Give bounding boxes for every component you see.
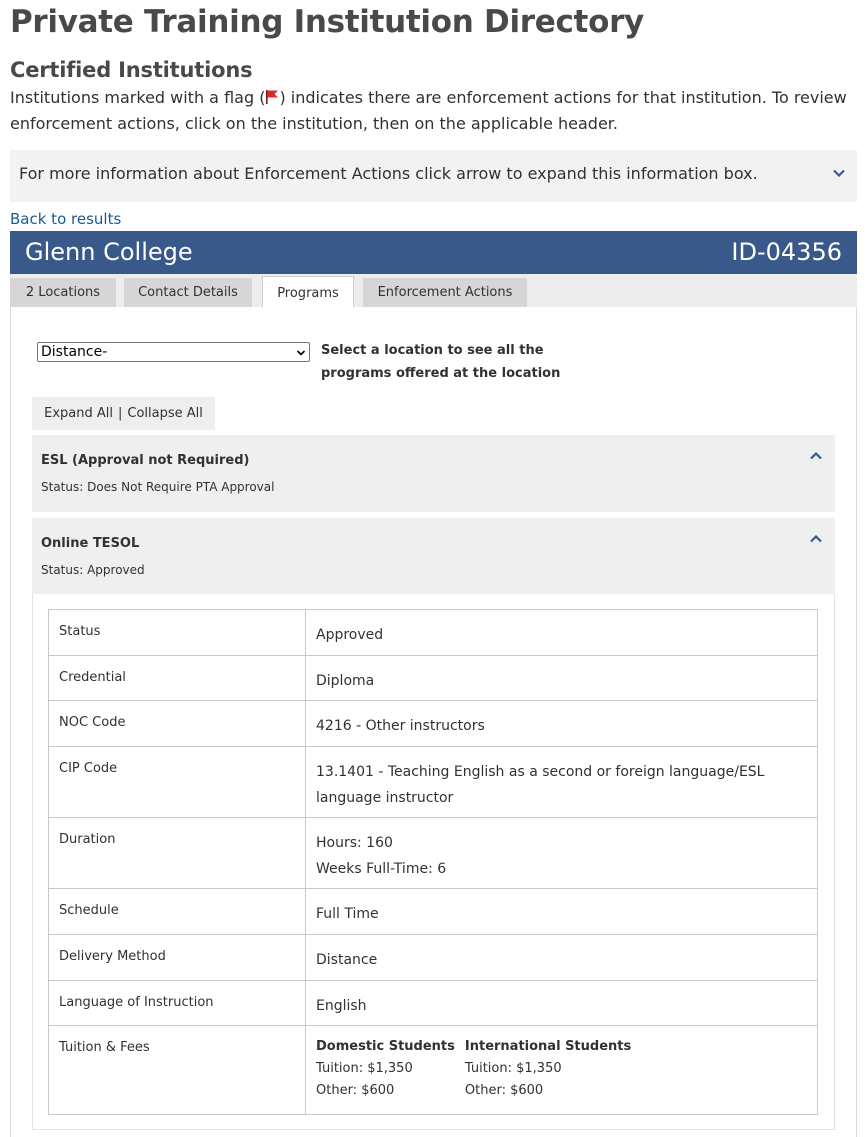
table-row [49, 935, 818, 981]
tab-programs[interactable]: Programs [262, 276, 354, 309]
tuition-fees [316, 1036, 807, 1102]
table-row [49, 981, 818, 1026]
location-select[interactable] [37, 342, 310, 362]
detail-label: CIP Code [49, 747, 306, 818]
table-row [49, 610, 818, 656]
chevron-up-icon[interactable] [809, 449, 823, 463]
international-fees [465, 1036, 631, 1102]
table-row [49, 747, 818, 818]
chevron-up-icon[interactable] [809, 532, 823, 546]
domestic-fees [316, 1036, 455, 1102]
tab-locations[interactable]: 2 Locations [10, 278, 116, 307]
table-row [49, 818, 818, 889]
intro-text-after: ) indicates there are enforcement actions for that institution. To review enforcement actions, click on the institution, then on the applicable header. [10, 88, 847, 133]
location-select-hint: Select a location to see all the programs offered at the location [321, 343, 561, 381]
domestic-other: Other: $600 [316, 1083, 395, 1098]
domestic-heading: Domestic Students [316, 1039, 455, 1054]
page-title: Private Training Institution Directory [10, 4, 644, 40]
detail-label: NOC Code [49, 701, 306, 747]
international-tuition: Tuition: $1,350 [464, 1061, 562, 1076]
chevron-down-icon[interactable] [831, 165, 847, 181]
program-status: Status: Does Not Require PTA Approval [41, 480, 275, 494]
duration-hours: Hours: 160 [316, 835, 393, 851]
expand-collapse-bar [32, 397, 215, 430]
detail-value [306, 818, 818, 889]
info-box-text: For more information about Enforcement Actions click arrow to expand this information box. [19, 164, 758, 183]
expand-all-button[interactable]: Expand All [44, 406, 113, 421]
institution-name: Glenn College [25, 238, 193, 266]
table-row [49, 656, 818, 701]
expand-collapse-separator: | [117, 406, 123, 421]
detail-value: Approved [306, 610, 818, 656]
program-status: Status: Approved [41, 563, 145, 577]
detail-label: Tuition & Fees [49, 1026, 306, 1115]
duration-weeks: Weeks Full-Time: 6 [316, 861, 447, 877]
detail-value: 4216 - Other instructors [306, 701, 818, 747]
program-accordion-esl[interactable] [32, 435, 835, 512]
detail-label: Status [49, 610, 306, 656]
institution-id: ID-04356 [731, 238, 842, 266]
table-row [49, 889, 818, 935]
collapse-all-button[interactable]: Collapse All [127, 406, 203, 421]
program-details-table [48, 609, 818, 1115]
table-row [49, 1026, 818, 1115]
program-accordion-online-tesol[interactable] [32, 518, 835, 594]
section-title: Certified Institutions [10, 58, 253, 82]
detail-value: 13.1401 - Teaching English as a second or foreign language/ESL language instructor [306, 747, 818, 818]
flag-icon [265, 89, 279, 105]
detail-value: Distance [306, 935, 818, 981]
detail-value [306, 1026, 818, 1115]
location-select-value: Distance- [41, 344, 108, 360]
detail-label: Language of Instruction [49, 981, 306, 1026]
intro-text-before: Institutions marked with a flag ( [10, 88, 266, 107]
detail-label: Schedule [49, 889, 306, 935]
institution-banner [10, 231, 857, 274]
detail-label: Duration [49, 818, 306, 889]
detail-label: Delivery Method [49, 935, 306, 981]
detail-value: Diploma [306, 656, 818, 701]
program-title: Online TESOL [41, 536, 140, 551]
tab-bar [10, 274, 857, 307]
detail-label: Credential [49, 656, 306, 701]
table-row [49, 701, 818, 747]
intro-text [10, 85, 850, 137]
detail-value: English [306, 981, 818, 1026]
program-title: ESL (Approval not Required) [41, 453, 250, 468]
international-other: Other: $600 [464, 1083, 544, 1098]
international-heading: International Students [464, 1039, 632, 1054]
detail-value: Full Time [306, 889, 818, 935]
chevron-down-icon [296, 348, 306, 358]
tab-contact-details[interactable]: Contact Details [124, 278, 252, 307]
tab-enforcement-actions[interactable]: Enforcement Actions [363, 278, 527, 307]
enforcement-info-box[interactable] [10, 150, 857, 202]
back-to-results-link[interactable]: Back to results [10, 210, 122, 228]
domestic-tuition: Tuition: $1,350 [316, 1061, 413, 1076]
